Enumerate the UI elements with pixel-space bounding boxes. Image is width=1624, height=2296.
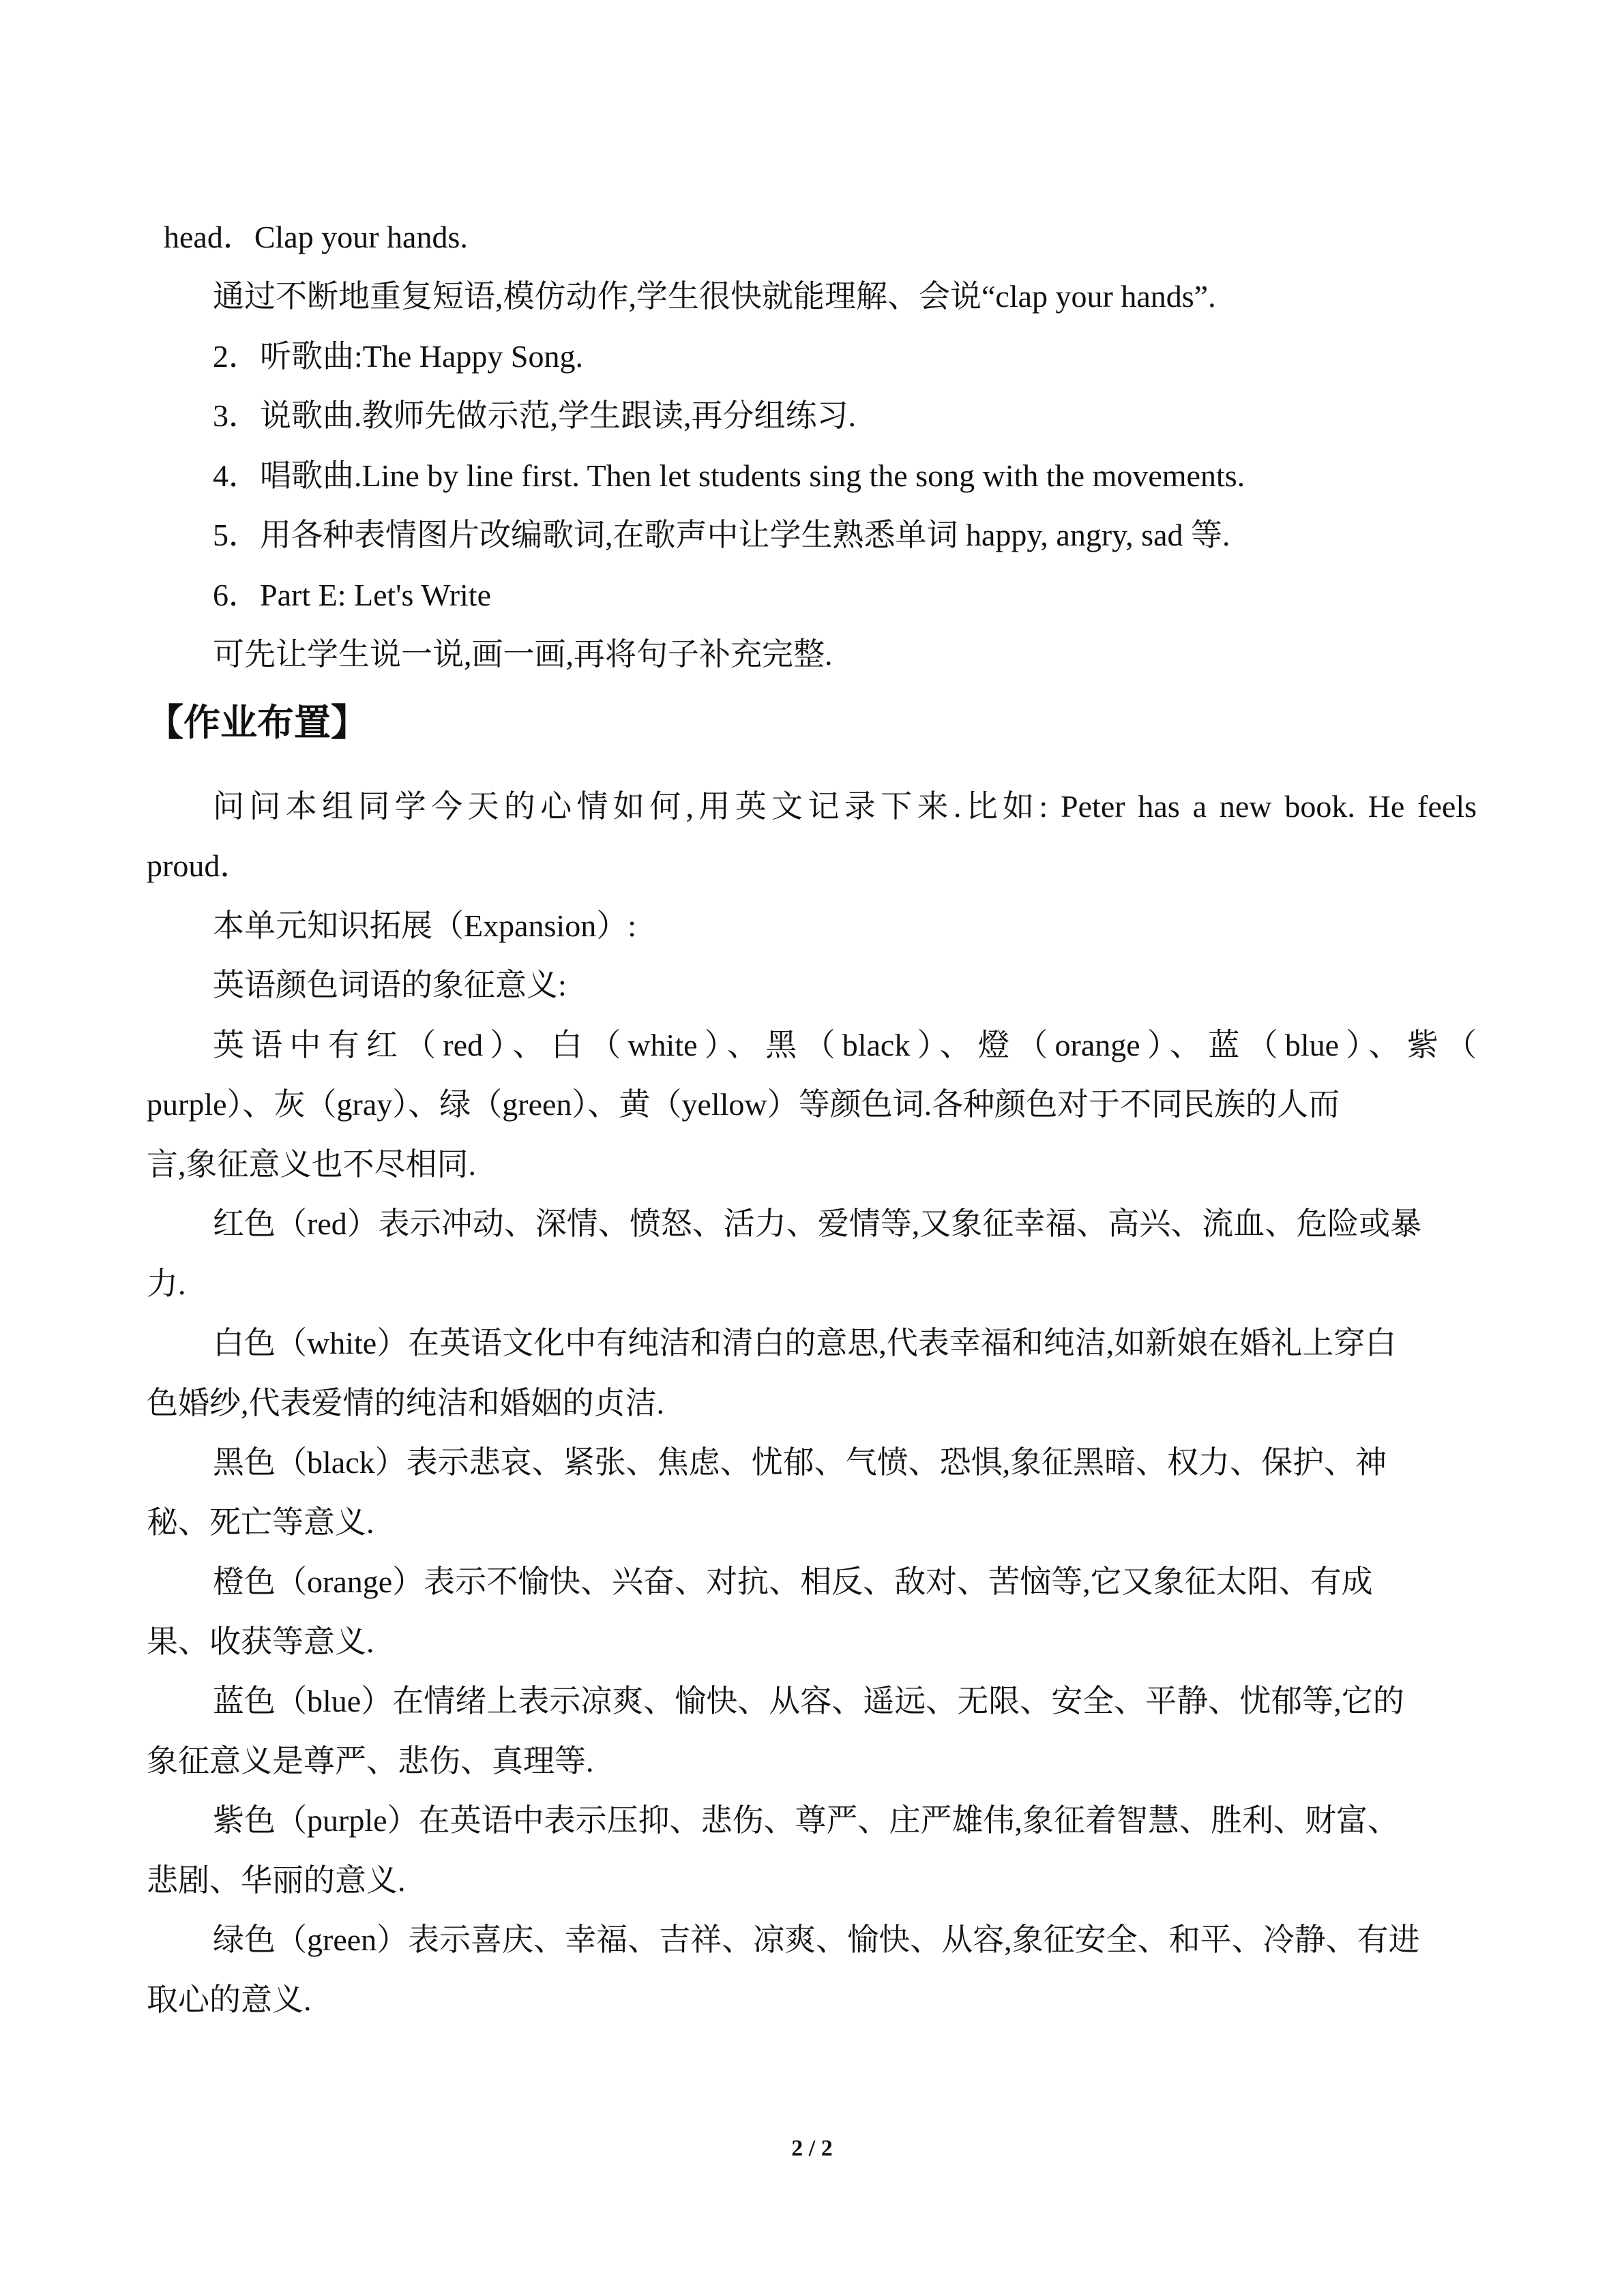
text-line: 英语颜色词语的象征意义:: [213, 968, 567, 1002]
text-line: head．Clap your hands.: [164, 220, 468, 254]
text-line: 4．唱歌曲.Line by line first. Then let students sing the song with the movements.: [213, 458, 1245, 493]
text-line: 本单元知识拓展（Expansion）:: [213, 908, 636, 943]
text-line: 象征意义是尊严、悲伤、真理等.: [147, 1744, 594, 1778]
text-line: 果、收获等意义.: [147, 1624, 374, 1659]
text-line: 绿色（green）表示喜庆、幸福、吉祥、凉爽、愉快、从容,象征安全、和平、冷静、有进: [213, 1922, 1420, 1957]
text-line: 可先让学生说一说,画一画,再将句子补充完整.: [213, 637, 833, 672]
text-line: 通过不断地重复短语,模仿动作,学生很快就能理解、会说“clap your hands”.: [213, 279, 1216, 314]
text-line: 问问本组同学今天的心情如何,用英文记录下来.比如: Peter has a new book. He feels: [213, 789, 1477, 824]
text-line: 2．听歌曲:The Happy Song.: [213, 339, 584, 374]
homework-heading: 【作业布置】: [147, 701, 368, 744]
text-line: 橙色（orange）表示不愉快、兴奋、对抗、相反、敌对、苦恼等,它又象征太阳、有成: [213, 1564, 1373, 1599]
text-line: 黑色（black）表示悲哀、紧张、焦虑、忧郁、气愤、恐惧,象征黑暗、权力、保护、神: [213, 1445, 1387, 1480]
text-line: 色婚纱,代表爱情的纯洁和婚姻的贞洁.: [147, 1386, 664, 1420]
text-line: 5．用各种表情图片改编歌词,在歌声中让学生熟悉单词 happy, angry, sad 等.: [213, 518, 1230, 552]
text-line: purple）、灰（gray）、绿（green）、黄（yellow）等颜色词.各种颜色对于不同民族的人而: [147, 1087, 1340, 1122]
text-line: 取心的意义.: [147, 1982, 312, 2017]
page-number: 2 / 2: [791, 2136, 833, 2161]
text-line: 白色（white）在英语文化中有纯洁和清白的意思,代表幸福和纯洁,如新娘在婚礼上穿白: [213, 1326, 1397, 1360]
text-line: proud．: [147, 848, 252, 883]
text-line: 言,象征意义也不尽相同.: [147, 1147, 476, 1182]
text-line: 英语中有红（red）、白（white）、黑（black）、燈（orange）、蓝（blue）、紫（: [213, 1028, 1477, 1062]
text-line: 紫色（purple）在英语中表示压抑、悲伤、尊严、庄严雄伟,象征着智慧、胜利、财富、: [213, 1803, 1400, 1838]
text-line: 红色（red）表示冲动、深情、愤怒、活力、爱情等,又象征幸福、高兴、流血、危险或暴: [213, 1206, 1422, 1241]
text-line: 悲剧、华丽的意义.: [147, 1863, 406, 1898]
text-line: 3．说歌曲.教师先做示范,学生跟读,再分组练习.: [213, 398, 856, 433]
text-line: 力.: [147, 1266, 186, 1301]
text-line: 蓝色（blue）在情绪上表示凉爽、愉快、从容、遥远、无限、安全、平静、忧郁等,它的: [213, 1684, 1404, 1718]
text-line: 秘、死亡等意义.: [147, 1505, 374, 1540]
text-line: 6．Part E: Let's Write: [213, 578, 492, 612]
